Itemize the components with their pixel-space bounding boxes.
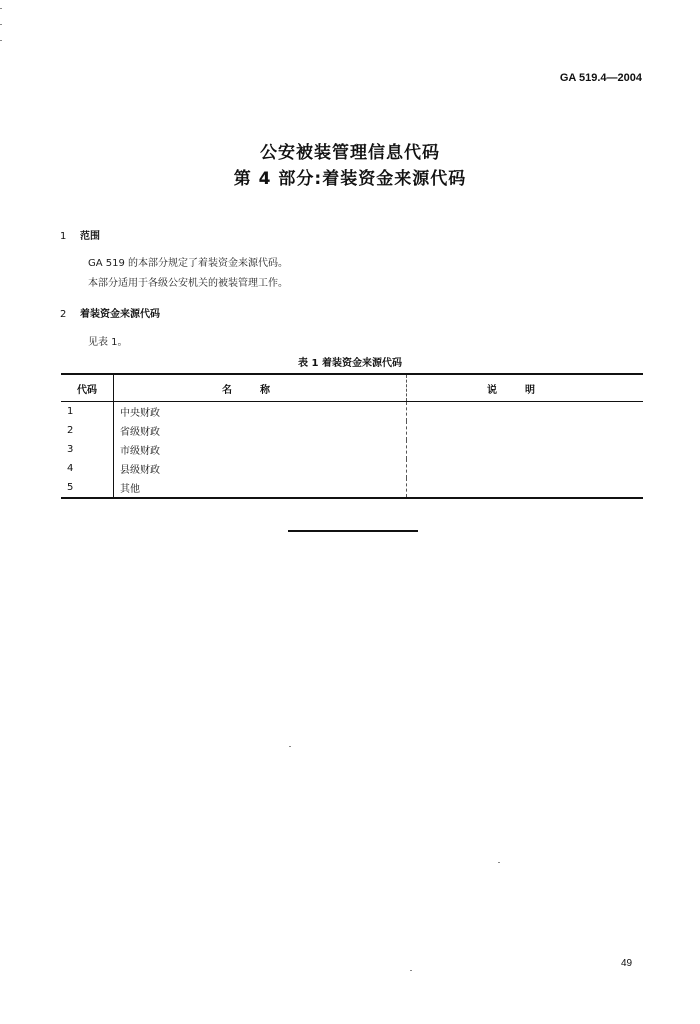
cell-desc <box>407 478 644 498</box>
paragraph: 本部分适用于各级公安机关的被装管理工作。 <box>88 278 288 289</box>
cell-name: 其他 <box>114 478 407 498</box>
cell-code: 2 <box>61 421 114 440</box>
paragraph: 见表 1。 <box>88 337 128 348</box>
cell-code: 4 <box>61 459 114 478</box>
section-2-heading <box>60 305 160 320</box>
section-title: 着装资金来源代码 <box>80 309 160 320</box>
table-header-row <box>61 374 643 402</box>
cell-name: 县级财政 <box>114 459 407 478</box>
document-title: 公安被装管理信息代码 <box>260 143 440 163</box>
column-header-desc: 说明 <box>407 374 644 402</box>
standard-code: GA 519.4—2004 <box>559 72 642 84</box>
table-row <box>61 402 643 422</box>
table-row <box>61 478 643 498</box>
scan-speck <box>0 8 2 9</box>
table-row <box>61 459 643 478</box>
column-header-name: 名称 <box>114 374 407 402</box>
cell-name: 省级财政 <box>114 421 407 440</box>
section-number: 1 <box>60 231 67 242</box>
cell-name: 市级财政 <box>114 440 407 459</box>
cell-desc <box>407 440 644 459</box>
end-rule <box>288 530 418 532</box>
scan-speck <box>0 40 2 41</box>
section-number: 2 <box>60 309 67 320</box>
cell-desc <box>407 421 644 440</box>
cell-name: 中央财政 <box>114 402 407 422</box>
table-caption: 表 1 着装资金来源代码 <box>298 358 402 369</box>
code-table <box>61 373 643 499</box>
column-header-code: 代码 <box>61 374 114 402</box>
scan-speck <box>0 24 2 25</box>
page-number: 49 <box>621 958 633 969</box>
cell-code: 5 <box>61 478 114 498</box>
scan-speck <box>410 970 412 971</box>
scan-speck <box>289 746 291 747</box>
scan-speck <box>498 862 500 863</box>
paragraph: GA 519 的本部分规定了着装资金来源代码。 <box>88 258 289 269</box>
table-row <box>61 421 643 440</box>
cell-desc <box>407 402 644 422</box>
cell-code: 1 <box>61 402 114 422</box>
section-title: 范围 <box>80 231 100 242</box>
cell-desc <box>407 459 644 478</box>
cell-code: 3 <box>61 440 114 459</box>
section-1-heading <box>60 227 100 242</box>
table-row <box>61 440 643 459</box>
document-subtitle: 第 4 部分:着装资金来源代码 <box>233 169 467 189</box>
